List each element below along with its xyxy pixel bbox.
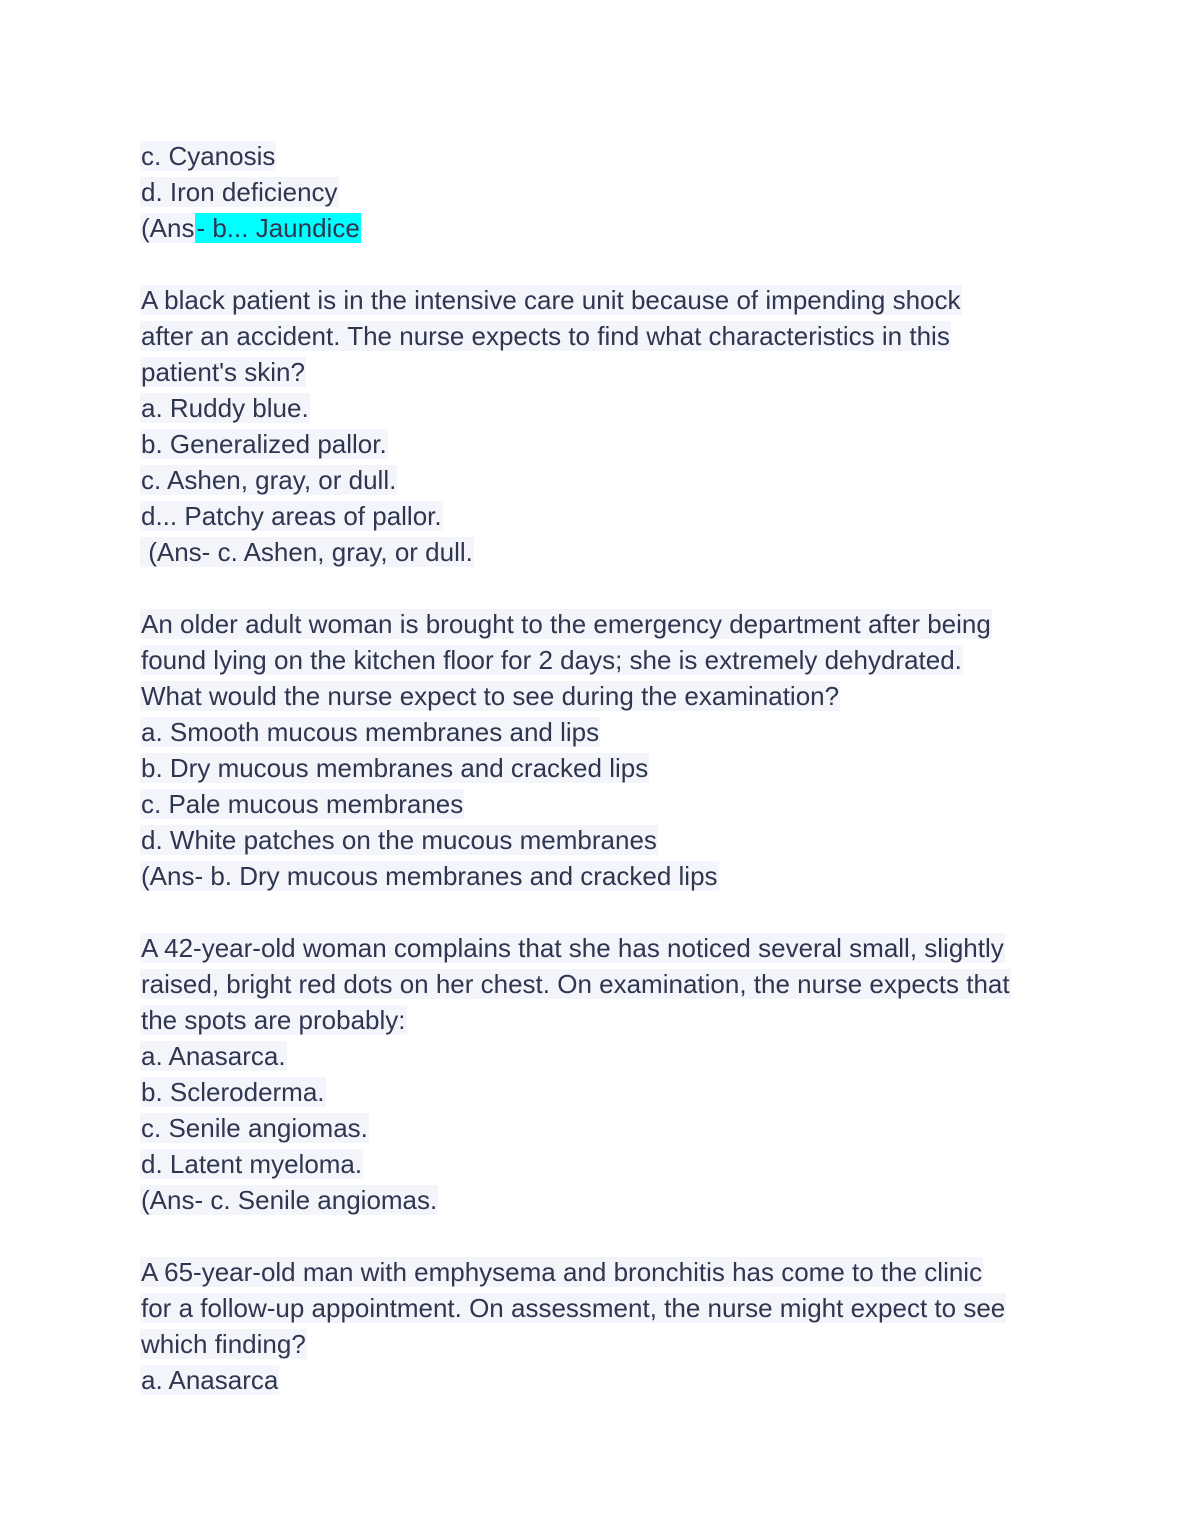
question-stem-line: the spots are probably:: [141, 1005, 406, 1035]
answer-line: [140, 210, 1070, 246]
option-line: c. Ashen, gray, or dull.: [141, 465, 397, 495]
question-stem-line: after an accident. The nurse expects to find what characteristics in this: [141, 321, 950, 351]
option-line: a. Ruddy blue.: [141, 393, 309, 423]
option-line: a. Anasarca: [141, 1365, 279, 1395]
question-stem-line: patient's skin?: [141, 357, 305, 387]
option-line: d. White patches on the mucous membranes: [141, 825, 657, 855]
question-stem-line: found lying on the kitchen floor for 2 days; she is extremely dehydrated.: [141, 645, 962, 675]
option-line: d... Patchy areas of pallor.: [141, 501, 442, 531]
answer-prefix: (Ans: [141, 213, 195, 243]
option-line: b. Generalized pallor.: [141, 429, 387, 459]
question-stem-line: which finding?: [141, 1329, 306, 1359]
spacer: [140, 894, 1070, 930]
answer-line: (Ans- c. Ashen, gray, or dull.: [141, 537, 473, 567]
spacer: [140, 246, 1070, 282]
option-line: d. Latent myeloma.: [141, 1149, 363, 1179]
option-line: b. Scleroderma.: [141, 1077, 325, 1107]
option-line: a. Smooth mucous membranes and lips: [141, 717, 600, 747]
question-stem-line: for a follow-up appointment. On assessment, the nurse might expect to see: [141, 1293, 1006, 1323]
option-line: a. Anasarca.: [141, 1041, 286, 1071]
option-line: c. Pale mucous membranes: [141, 789, 464, 819]
question-stem-line: A 42-year-old woman complains that she has noticed several small, slightly: [141, 933, 1004, 963]
option-line: c. Cyanosis: [141, 141, 276, 171]
question-stem-line: What would the nurse expect to see during the examination?: [141, 681, 840, 711]
option-line: c. Senile angiomas.: [141, 1113, 368, 1143]
option-line: d. Iron deficiency: [141, 177, 338, 207]
question-stem-line: An older adult woman is brought to the emergency department after being: [141, 609, 991, 639]
option-line: b. Dry mucous membranes and cracked lips: [141, 753, 649, 783]
question-stem-line: A black patient is in the intensive care unit because of impending shock: [141, 285, 961, 315]
spacer: [140, 1218, 1070, 1254]
question-stem-line: A 65-year-old man with emphysema and bronchitis has come to the clinic: [141, 1257, 983, 1287]
answer-highlight: - b... Jaundice: [196, 213, 360, 243]
document-body: [140, 138, 1070, 1398]
question-stem-line: raised, bright red dots on her chest. On examination, the nurse expects that: [141, 969, 1010, 999]
answer-line: (Ans- b. Dry mucous membranes and cracked lips: [141, 861, 718, 891]
spacer: [140, 570, 1070, 606]
answer-line: (Ans- c. Senile angiomas.: [141, 1185, 438, 1215]
